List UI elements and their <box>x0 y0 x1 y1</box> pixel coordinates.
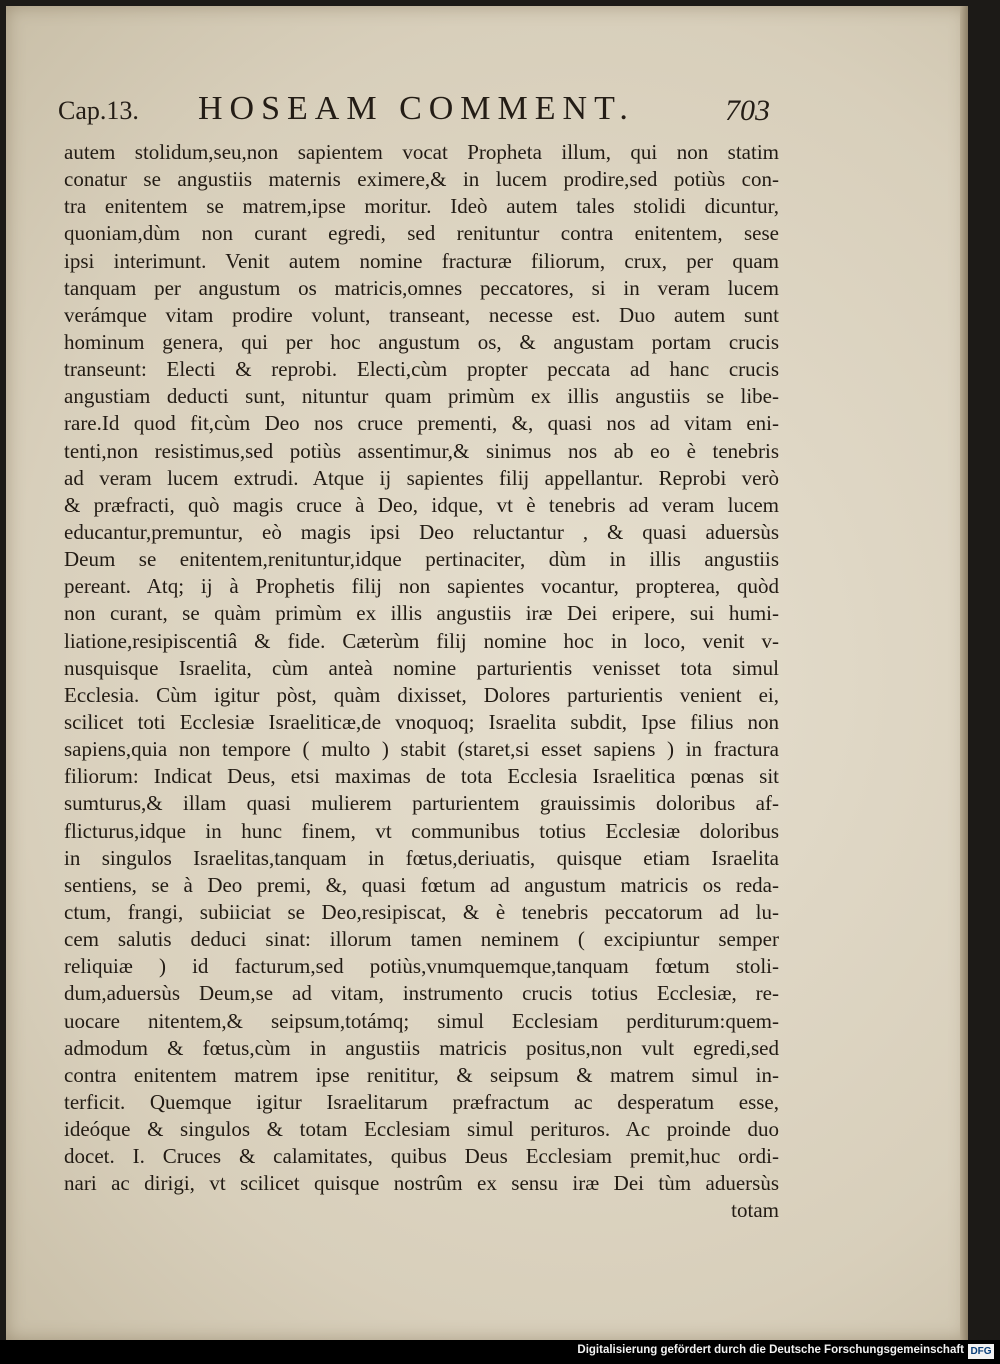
text-line: tanquam per angustum os matricis,omnes peccatores, si in veram lucem <box>64 275 779 300</box>
text-line: Deum se enitentem,renituntur,idque pertinaciter, dùm in illis angustiis <box>64 547 779 572</box>
text-line: nari ac dirigi, vt scilicet quisque nostrûm ex sensu iræ Dei tùm aduersùs <box>64 1171 779 1196</box>
text-line: reliquiæ ) id facturum,sed potiùs,vnumquemque,tanquam fœtum stoli- <box>64 954 779 979</box>
text-line: pereant. Atq; ij à Prophetis filij non sapientes vocantur, propterea, quòd <box>64 574 779 599</box>
text-line: quoniam,dùm non curant egredi, sed renituntur contra enitentem, sese <box>64 221 779 246</box>
text-line: autem stolidum,seu,non sapientem vocat Propheta illum, qui non statim <box>64 140 779 164</box>
text-line: & præfracti, quò magis cruce à Deo, idque, vt è tenebris ad veram lucem <box>64 492 779 517</box>
text-line: non curant, se quàm primùm ex illis angustiis iræ Dei eripere, sui humi- <box>64 601 779 626</box>
text-line: sumturus,& illam quasi mulierem parturientem grauissimis doloribus af- <box>64 791 779 816</box>
footer-bar <box>0 1340 1000 1364</box>
page-number: 703 <box>725 94 770 127</box>
text-line: in singulos Israelitas,tanquam in fœtus,deriuatis, quisque etiam Israelita <box>64 845 779 870</box>
text-line: conatur se angustiis maternis eximere,& in lucem prodire,sed potiùs con- <box>64 167 779 192</box>
text-line: sapiens,quia non tempore ( multo ) stabit (staret,si esset sapiens ) in fractura <box>64 737 779 762</box>
text-line: cem salutis deduci sinat: illorum tamen neminem ( excipiuntur semper <box>64 927 779 952</box>
text-line: sentiens, se à Deo premi, &, quasi fœtum ad angustum matricis os reda- <box>64 872 779 897</box>
text-line: flicturus,idque in hunc finem, vt communibus totius Ecclesiæ doloribus <box>64 818 779 843</box>
text-line: educantur,premuntur, eò magis ipsi Deo reluctantur , & quasi aduersùs <box>64 519 779 544</box>
funding-credit: Digitalisierung gefördert durch die Deutsche Forschungsgemeinschaft <box>577 1344 964 1356</box>
text-line: ctum, frangi, subiiciat se Deo,resipiscat, & è tenebris peccatorum ad lu- <box>64 899 779 924</box>
text-line: uocare nitentem,& seipsum,totámq; simul Ecclesiam perditurum:quem- <box>64 1008 779 1033</box>
book-page <box>6 6 968 1340</box>
text-line: liatione,resipiscentiâ & fide. Cæterùm filij nomine hoc in loco, venit v- <box>64 628 779 653</box>
chapter-label: Cap.13. <box>58 96 139 125</box>
text-line: scilicet toti Ecclesiæ Israeliticæ,de vnoquoq; Israelita subdit, Ipse filius non <box>64 709 779 734</box>
running-title: HOSEAM COMMENT. <box>198 90 635 127</box>
page-header <box>58 88 778 132</box>
catchword: totam <box>731 1198 779 1223</box>
text-line: tra enitentem se matrem,ipse moritur. Ideò autem tales stolidi dicuntur, <box>64 194 779 219</box>
text-line: ipsi interimunt. Venit autem nomine fracturæ filiorum, crux, per quam <box>64 248 779 273</box>
text-line: contra enitentem matrem ipse renititur, & seipsum & matrem simul in- <box>64 1062 779 1087</box>
text-line: filiorum: Indicat Deus, etsi maximas de tota Ecclesia Israelitica pœnas sit <box>64 764 779 789</box>
text-line: hominum genera, qui per hoc angustum os, & angustam portam crucis <box>64 329 779 354</box>
text-line: transeunt: Electi & reprobi. Electi,cùm propter peccata ad hanc crucis <box>64 357 779 382</box>
dfg-logo: DFG <box>968 1344 994 1359</box>
text-line: verámque vitam prodire volunt, transeant, necesse est. Duo autem sunt <box>64 302 779 327</box>
body-text <box>64 139 779 1225</box>
text-line: nusquisque Israelita, cùm anteà nomine parturientis venisset tota simul <box>64 655 779 680</box>
text-line: Ecclesia. Cùm igitur pòst, quàm dixisset, Dolores parturientis venient ei, <box>64 682 779 707</box>
text-line: ideóque & singulos & totam Ecclesiam simul perituros. Ac proinde duo <box>64 1117 779 1142</box>
text-line: terficit. Quemque igitur Israelitarum præfractum ac desperatum esse, <box>64 1089 779 1114</box>
text-line: rare.Id quod fit,cùm Deo nos cruce prementi, &, quasi nos ad vitam eni- <box>64 411 779 436</box>
page-edge <box>960 6 968 1340</box>
text-line: tenti,non resistimus,sed potiùs assentimur,& sinimus nos ab eo è tenebris <box>64 438 779 463</box>
text-line: admodum & fœtus,cùm in angustiis matricis positus,non vult egredi,sed <box>64 1035 779 1060</box>
text-line: dum,aduersùs Deum,se ad vitam, instrumento crucis totius Ecclesiæ, re- <box>64 981 779 1006</box>
text-line: ad veram lucem extrudi. Atque ij sapientes filij appellantur. Reprobi verò <box>64 465 779 490</box>
text-line: docet. I. Cruces & calamitates, quibus Deus Ecclesiam premit,huc ordi- <box>64 1144 779 1169</box>
text-line: angustiam deducti sunt, nituntur quam primùm ex illis angustiis se libe- <box>64 384 779 409</box>
